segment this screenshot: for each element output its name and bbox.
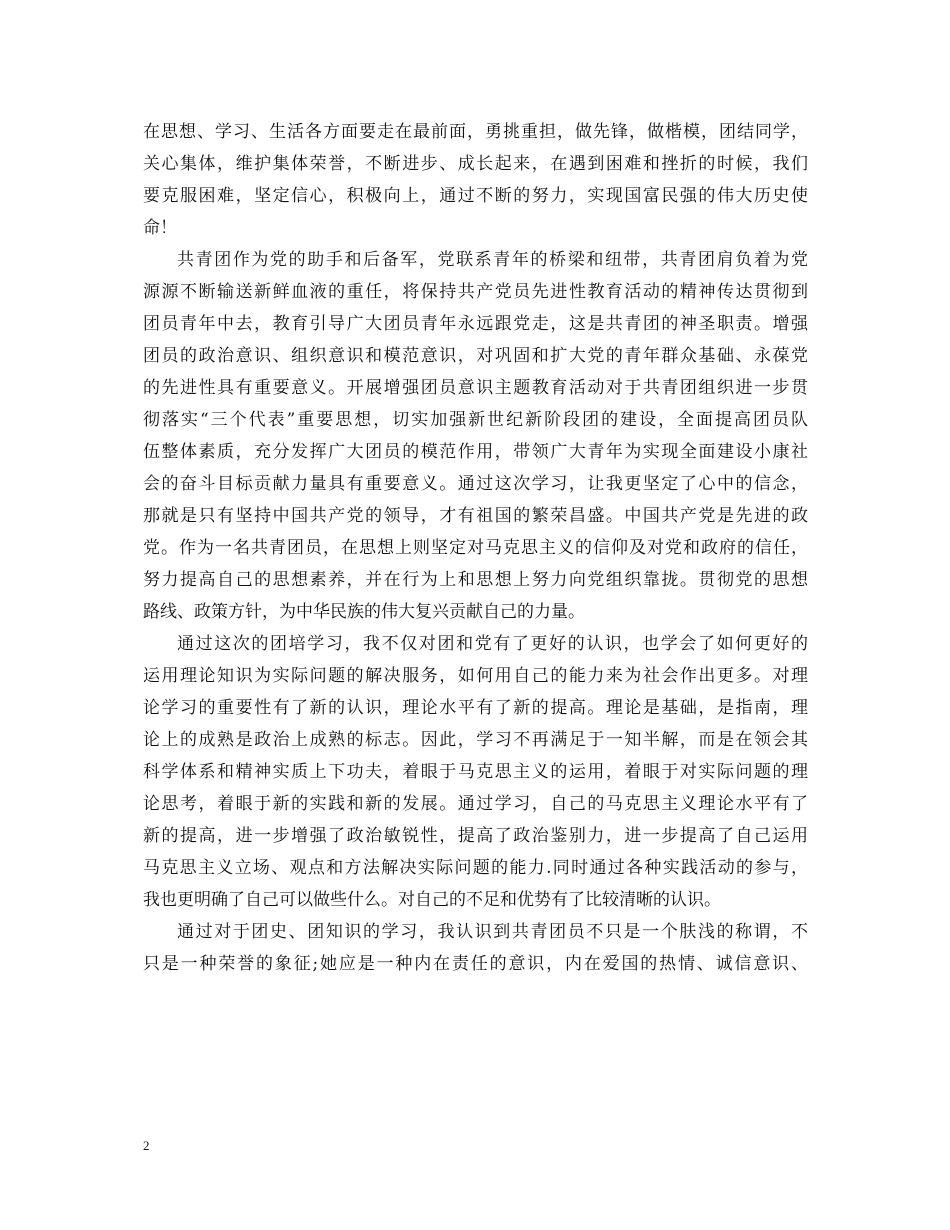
text-line: 彻落实“三个代表”重要思想，切实加强新世纪新阶段团的建设，全面提高团员队 (143, 410, 808, 430)
paragraph (143, 116, 808, 244)
text-line: 通过对于团史、团知识的学习，我认识到共青团员不只是一个肤浅的称谓，不 (177, 922, 808, 942)
text-line: 党。作为一名共青团员，在思想上则坚定对马克思主义的信仰及对党和政府的信任， (143, 538, 808, 558)
text-line: 论上的成熟是政治上成熟的标志。因此，学习不再满足于一知半解，而是在领会其 (143, 730, 808, 750)
document-body (143, 116, 808, 980)
text-line: 那就是只有坚持中国共产党的领导，才有祖国的繁荣昌盛。中国共产党是先进的政 (143, 506, 808, 526)
page-number: 2 (143, 1138, 150, 1153)
text-line: 团员的政治意识、组织意识和模范意识，对巩固和扩大党的青年群众基础、永葆党 (143, 346, 808, 366)
text-line: 新的提高，进一步增强了政治敏锐性，提高了政治鉴别力，进一步提高了自己运用 (143, 826, 808, 846)
paragraph (143, 244, 808, 628)
text-line: 要克服困难，坚定信心，积极向上，通过不断的努力，实现国富民强的伟大历史使 (143, 186, 808, 206)
text-line: 团员青年中去，教育引导广大团员青年永远跟党走，这是共青团的神圣职责。增强 (143, 314, 808, 334)
text-line: 共青团作为党的助手和后备军，党联系青年的桥梁和纽带，共青团肩负着为党 (177, 250, 808, 270)
text-line: 的先进性具有重要意义。开展增强团员意识主题教育活动对于共青团组织进一步贯 (143, 378, 808, 398)
text-line: 伍整体素质，充分发挥广大团员的模范作用，带领广大青年为实现全面建设小康社 (143, 442, 808, 462)
text-line: 论思考，着眼于新的实践和新的发展。通过学习，自己的马克思主义理论水平有了 (143, 794, 808, 814)
text-line: 运用理论知识为实际问题的解决服务，如何用自己的能力来为社会作出更多。对理 (143, 666, 808, 686)
text-line: 关心集体，维护集体荣誉，不断进步、成长起来，在遇到困难和挫折的时候，我们 (143, 154, 808, 174)
text-line: 马克思主义立场、观点和方法解决实际问题的能力.同时通过各种实践活动的参与， (143, 858, 808, 878)
text-line: 科学体系和精神实质上下功夫，着眼于马克思主义的运用，着眼于对实际问题的理 (143, 762, 808, 782)
text-line: 论学习的重要性有了新的认识，理论水平有了新的提高。理论是基础，是指南，理 (143, 698, 808, 718)
text-line: 会的奋斗目标贡献力量具有重要意义。通过这次学习，让我更坚定了心中的信念， (143, 474, 808, 494)
text-line: 努力提高自己的思想素养，并在行为上和思想上努力向党组织靠拢。贯彻党的思想 (143, 570, 808, 590)
text-line: 命！ (143, 218, 177, 238)
text-line: 只是一种荣誉的象征;她应是一种内在责任的意识，内在爱国的热情、诚信意识、 (143, 954, 808, 974)
text-line: 路线、政策方针，为中华民族的伟大复兴贡献自己的力量。 (143, 602, 585, 622)
paragraph (143, 628, 808, 916)
text-line: 源源不断输送新鲜血液的重任，将保持共产党员先进性教育活动的精神传达贯彻到 (143, 282, 808, 302)
text-line: 在思想、学习、生活各方面要走在最前面，勇挑重担，做先锋，做楷模，团结同学， (143, 122, 808, 142)
text-line: 通过这次的团培学习，我不仅对团和党有了更好的认识，也学会了如何更好的 (177, 634, 808, 654)
text-line: 我也更明确了自己可以做些什么。对自己的不足和优势有了比较清晰的认识。 (143, 890, 721, 910)
paragraph (143, 916, 808, 980)
